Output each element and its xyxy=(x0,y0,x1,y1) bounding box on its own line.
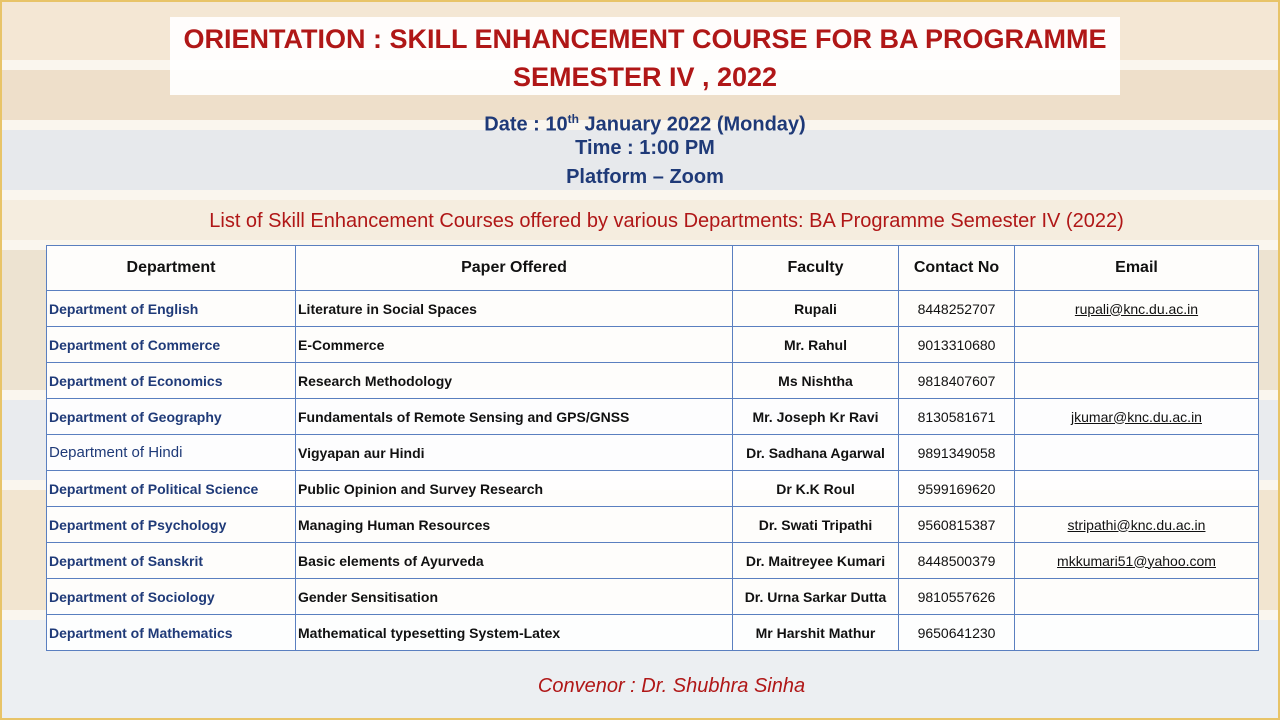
header-email: Email xyxy=(1015,246,1259,291)
convenor-text: Convenor : Dr. Shubhra Sinha xyxy=(537,675,806,697)
header-paper: Paper Offered xyxy=(296,246,733,291)
table-row xyxy=(47,471,1259,507)
email-cell xyxy=(1015,471,1259,507)
faculty-cell: Dr. Maitreyee Kumari xyxy=(733,543,899,579)
page-title-line2: SEMESTER IV , 2022 xyxy=(512,62,778,92)
table-row xyxy=(47,507,1259,543)
faculty-cell: Dr. Urna Sarkar Dutta xyxy=(733,579,899,615)
email-link[interactable]: jkumar@knc.du.ac.in xyxy=(1015,399,1259,435)
contact-cell: 9560815387 xyxy=(899,507,1015,543)
event-platform: Platform – Zoom xyxy=(566,166,724,188)
table-header-row xyxy=(47,246,1259,291)
contact-cell: 9013310680 xyxy=(899,327,1015,363)
table-row xyxy=(47,543,1259,579)
faculty-cell: Mr. Rahul xyxy=(733,327,899,363)
contact-cell: 9599169620 xyxy=(899,471,1015,507)
date-prefix: Date : 10 xyxy=(484,113,568,136)
email-cell xyxy=(1015,363,1259,399)
table-row xyxy=(47,435,1259,471)
department-cell: Department of Geography xyxy=(47,399,296,435)
table-row xyxy=(47,291,1259,327)
faculty-cell: Mr. Joseph Kr Ravi xyxy=(733,399,899,435)
table-row xyxy=(47,615,1259,651)
contact-cell: 8448252707 xyxy=(899,291,1015,327)
email-link[interactable]: rupali@knc.du.ac.in xyxy=(1015,291,1259,327)
event-time: Time : 1:00 PM xyxy=(575,137,715,159)
department-cell: Department of Mathematics xyxy=(47,615,296,651)
table-row xyxy=(47,399,1259,435)
department-cell: Department of Psychology xyxy=(47,507,296,543)
header-department: Department xyxy=(47,246,296,291)
department-cell: Department of Hindi xyxy=(47,435,296,471)
email-link[interactable]: mkkumari51@yahoo.com xyxy=(1015,543,1259,579)
table-row xyxy=(47,579,1259,615)
contact-cell: 9891349058 xyxy=(899,435,1015,471)
paper-cell: Managing Human Resources xyxy=(296,507,733,543)
table-row xyxy=(47,327,1259,363)
email-cell xyxy=(1015,435,1259,471)
department-cell: Department of Sanskrit xyxy=(47,543,296,579)
faculty-cell: Dr K.K Roul xyxy=(733,471,899,507)
faculty-cell: Rupali xyxy=(733,291,899,327)
department-cell: Department of Political Science xyxy=(47,471,296,507)
paper-cell: Research Methodology xyxy=(296,363,733,399)
paper-cell: Basic elements of Ayurveda xyxy=(296,543,733,579)
faculty-cell: Mr Harshit Mathur xyxy=(733,615,899,651)
paper-cell: Fundamentals of Remote Sensing and GPS/GNSS xyxy=(296,399,733,435)
header-faculty: Faculty xyxy=(733,246,899,291)
paper-cell: Public Opinion and Survey Research xyxy=(296,471,733,507)
email-cell xyxy=(1015,327,1259,363)
email-link[interactable]: stripathi@knc.du.ac.in xyxy=(1015,507,1259,543)
department-cell: Department of Economics xyxy=(47,363,296,399)
page-title-line1: ORIENTATION : SKILL ENHANCEMENT COURSE FOR BA PROGRAMME xyxy=(183,24,1107,54)
faculty-cell: Ms Nishtha xyxy=(733,363,899,399)
header-contact: Contact No xyxy=(899,246,1015,291)
department-cell: Department of Sociology xyxy=(47,579,296,615)
table-row xyxy=(47,363,1259,399)
date-superscript: th xyxy=(567,112,579,126)
department-cell: Department of Commerce xyxy=(47,327,296,363)
paper-cell: Vigyapan aur Hindi xyxy=(296,435,733,471)
date-suffix: January 2022 (Monday) xyxy=(578,113,806,136)
contact-cell: 9818407607 xyxy=(899,363,1015,399)
paper-cell: Literature in Social Spaces xyxy=(296,291,733,327)
paper-cell: Mathematical typesetting System-Latex xyxy=(296,615,733,651)
list-subtitle: List of Skill Enhancement Courses offered by various Departments: BA Programme Semester IV (2022) xyxy=(209,210,1124,232)
email-cell xyxy=(1015,579,1259,615)
contact-cell: 8448500379 xyxy=(899,543,1015,579)
paper-cell: E-Commerce xyxy=(296,327,733,363)
faculty-cell: Dr. Sadhana Agarwal xyxy=(733,435,899,471)
contact-cell: 8130581671 xyxy=(899,399,1015,435)
paper-cell: Gender Sensitisation xyxy=(296,579,733,615)
email-cell xyxy=(1015,615,1259,651)
courses-table xyxy=(46,245,1259,651)
faculty-cell: Dr. Swati Tripathi xyxy=(733,507,899,543)
contact-cell: 9810557626 xyxy=(899,579,1015,615)
contact-cell: 9650641230 xyxy=(899,615,1015,651)
department-cell: Department of English xyxy=(47,291,296,327)
